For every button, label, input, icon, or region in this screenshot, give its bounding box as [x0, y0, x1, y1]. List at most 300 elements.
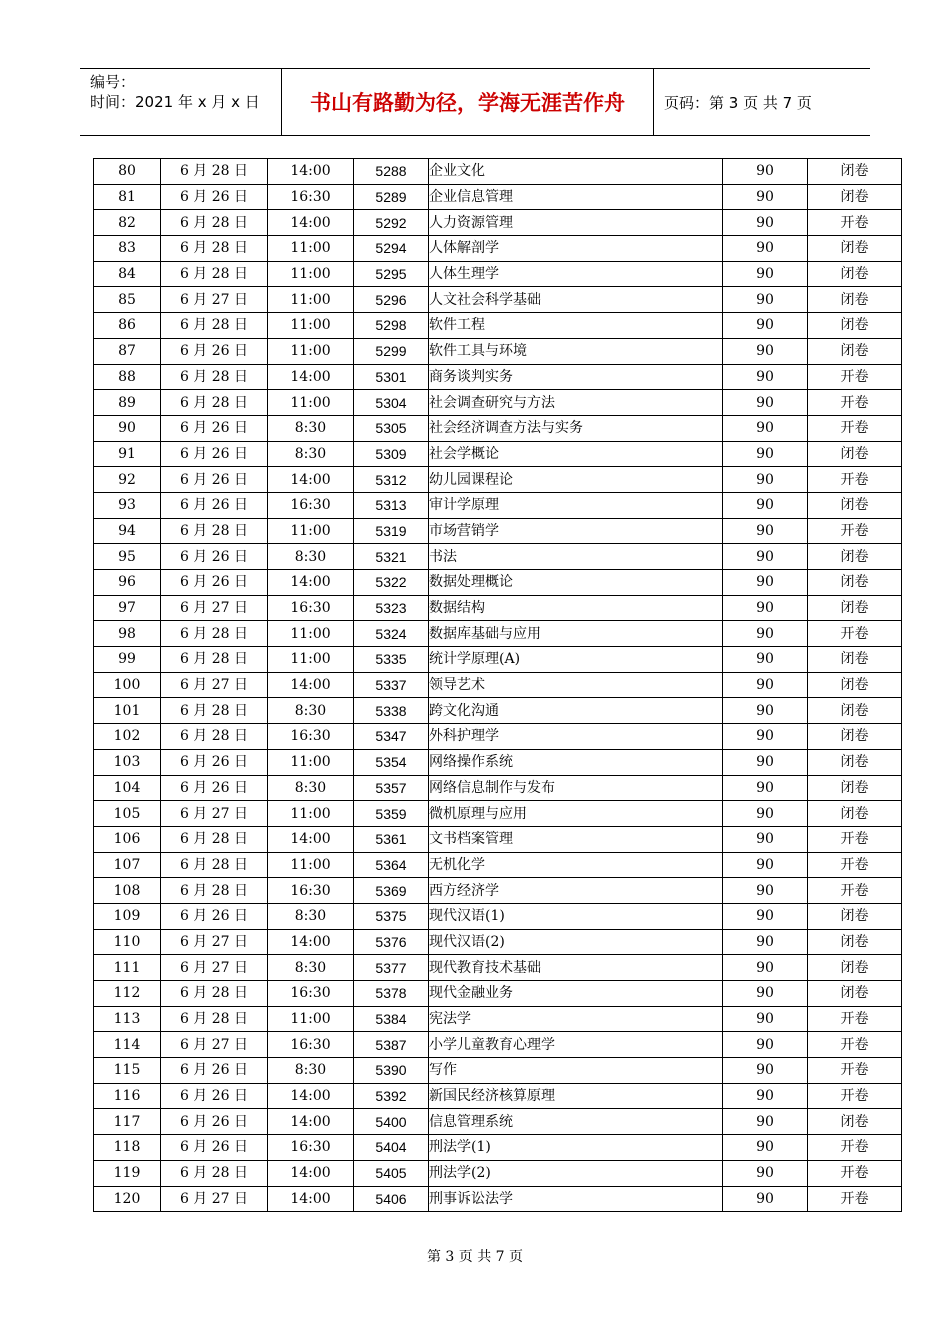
cell-duration: 90: [723, 1160, 808, 1186]
cell-exam-type: 开卷: [808, 621, 902, 647]
cell-duration: 90: [723, 1083, 808, 1109]
cell-exam-type: 开卷: [808, 1160, 902, 1186]
table-row: [94, 878, 902, 904]
cell-time: 14:00: [268, 929, 354, 955]
cell-course-name: 数据库基础与应用: [429, 621, 723, 647]
table-row: [94, 261, 902, 287]
cell-course-name: 统计学原理(A): [429, 647, 723, 673]
cell-exam-type: 闭卷: [808, 749, 902, 775]
table-row: [94, 929, 902, 955]
cell-number: 116: [94, 1083, 161, 1109]
cell-course-code: 5369: [354, 878, 429, 904]
cell-exam-type: 闭卷: [808, 338, 902, 364]
table-row: [94, 338, 902, 364]
cell-number: 90: [94, 415, 161, 441]
cell-duration: 90: [723, 801, 808, 827]
cell-time: 11:00: [268, 313, 354, 339]
cell-number: 112: [94, 981, 161, 1007]
table-row: [94, 1135, 902, 1161]
cell-course-name: 社会学概论: [429, 441, 723, 467]
cell-duration: 90: [723, 698, 808, 724]
cell-course-code: 5406: [354, 1186, 429, 1212]
cell-date: 6 月 28 日: [161, 390, 268, 416]
cell-date: 6 月 26 日: [161, 749, 268, 775]
cell-course-code: 5347: [354, 724, 429, 750]
cell-number: 104: [94, 775, 161, 801]
cell-duration: 90: [723, 826, 808, 852]
cell-number: 118: [94, 1135, 161, 1161]
cell-exam-type: 开卷: [808, 852, 902, 878]
cell-date: 6 月 28 日: [161, 518, 268, 544]
table-row: [94, 647, 902, 673]
table-row: [94, 1006, 902, 1032]
cell-date: 6 月 28 日: [161, 313, 268, 339]
cell-course-name: 西方经济学: [429, 878, 723, 904]
cell-time: 14:00: [268, 467, 354, 493]
table-row: [94, 364, 902, 390]
table-row: [94, 441, 902, 467]
cell-course-name: 外科护理学: [429, 724, 723, 750]
cell-time: 11:00: [268, 801, 354, 827]
cell-duration: 90: [723, 570, 808, 596]
header-motto: 书山有路勤为径，学海无涯苦作舟: [282, 69, 654, 135]
cell-date: 6 月 27 日: [161, 672, 268, 698]
cell-duration: 90: [723, 544, 808, 570]
cell-duration: 90: [723, 467, 808, 493]
table-row: [94, 775, 902, 801]
cell-time: 11:00: [268, 338, 354, 364]
cell-duration: 90: [723, 364, 808, 390]
cell-exam-type: 闭卷: [808, 929, 902, 955]
cell-time: 11:00: [268, 852, 354, 878]
cell-time: 8:30: [268, 544, 354, 570]
cell-duration: 90: [723, 492, 808, 518]
cell-date: 6 月 26 日: [161, 570, 268, 596]
cell-duration: 90: [723, 955, 808, 981]
cell-duration: 90: [723, 878, 808, 904]
cell-date: 6 月 28 日: [161, 1160, 268, 1186]
cell-duration: 90: [723, 441, 808, 467]
cell-course-name: 网络操作系统: [429, 749, 723, 775]
cell-number: 96: [94, 570, 161, 596]
cell-course-name: 网络信息制作与发布: [429, 775, 723, 801]
cell-date: 6 月 27 日: [161, 1032, 268, 1058]
cell-course-name: 软件工具与环境: [429, 338, 723, 364]
cell-course-name: 跨文化沟通: [429, 698, 723, 724]
table-row: [94, 1058, 902, 1084]
table-row: [94, 570, 902, 596]
cell-course-code: 5378: [354, 981, 429, 1007]
page-header: [80, 68, 870, 136]
cell-course-code: 5376: [354, 929, 429, 955]
cell-exam-type: 闭卷: [808, 261, 902, 287]
table-row: [94, 621, 902, 647]
cell-date: 6 月 28 日: [161, 236, 268, 262]
cell-time: 14:00: [268, 1109, 354, 1135]
cell-duration: 90: [723, 981, 808, 1007]
cell-date: 6 月 27 日: [161, 1186, 268, 1212]
cell-course-name: 信息管理系统: [429, 1109, 723, 1135]
cell-number: 84: [94, 261, 161, 287]
cell-time: 14:00: [268, 159, 354, 185]
cell-time: 8:30: [268, 775, 354, 801]
table-row: [94, 672, 902, 698]
table-row: [94, 492, 902, 518]
cell-course-code: 5321: [354, 544, 429, 570]
cell-duration: 90: [723, 621, 808, 647]
cell-number: 107: [94, 852, 161, 878]
cell-course-code: 5301: [354, 364, 429, 390]
cell-duration: 90: [723, 184, 808, 210]
table-row: [94, 415, 902, 441]
cell-number: 91: [94, 441, 161, 467]
cell-date: 6 月 28 日: [161, 1006, 268, 1032]
cell-time: 8:30: [268, 441, 354, 467]
cell-course-name: 幼儿园课程论: [429, 467, 723, 493]
cell-time: 11:00: [268, 647, 354, 673]
cell-exam-type: 闭卷: [808, 287, 902, 313]
cell-duration: 90: [723, 595, 808, 621]
cell-duration: 90: [723, 1032, 808, 1058]
cell-number: 83: [94, 236, 161, 262]
cell-time: 14:00: [268, 1083, 354, 1109]
cell-course-code: 5361: [354, 826, 429, 852]
cell-course-name: 企业信息管理: [429, 184, 723, 210]
cell-course-code: 5357: [354, 775, 429, 801]
cell-duration: 90: [723, 1109, 808, 1135]
cell-exam-type: 闭卷: [808, 775, 902, 801]
cell-course-code: 5322: [354, 570, 429, 596]
cell-number: 97: [94, 595, 161, 621]
cell-duration: 90: [723, 390, 808, 416]
cell-course-code: 5392: [354, 1083, 429, 1109]
cell-course-name: 现代汉语(1): [429, 903, 723, 929]
cell-exam-type: 闭卷: [808, 570, 902, 596]
table-row: [94, 390, 902, 416]
cell-time: 11:00: [268, 390, 354, 416]
cell-duration: 90: [723, 415, 808, 441]
cell-course-name: 市场营销学: [429, 518, 723, 544]
cell-exam-type: 闭卷: [808, 595, 902, 621]
cell-course-code: 5296: [354, 287, 429, 313]
cell-time: 8:30: [268, 903, 354, 929]
cell-course-name: 软件工程: [429, 313, 723, 339]
cell-number: 100: [94, 672, 161, 698]
cell-number: 82: [94, 210, 161, 236]
cell-course-name: 现代金融业务: [429, 981, 723, 1007]
cell-course-name: 宪法学: [429, 1006, 723, 1032]
cell-course-code: 5390: [354, 1058, 429, 1084]
cell-date: 6 月 28 日: [161, 364, 268, 390]
cell-course-code: 5319: [354, 518, 429, 544]
cell-exam-type: 开卷: [808, 210, 902, 236]
cell-exam-type: 闭卷: [808, 1109, 902, 1135]
cell-duration: 90: [723, 518, 808, 544]
cell-course-name: 文书档案管理: [429, 826, 723, 852]
cell-time: 11:00: [268, 1006, 354, 1032]
cell-course-name: 人力资源管理: [429, 210, 723, 236]
table-row: [94, 313, 902, 339]
cell-course-code: 5288: [354, 159, 429, 185]
table-row: [94, 595, 902, 621]
cell-course-name: 领导艺术: [429, 672, 723, 698]
cell-course-code: 5323: [354, 595, 429, 621]
cell-course-code: 5375: [354, 903, 429, 929]
table-body: [94, 159, 902, 1212]
cell-time: 11:00: [268, 518, 354, 544]
cell-course-code: 5295: [354, 261, 429, 287]
cell-exam-type: 闭卷: [808, 647, 902, 673]
cell-exam-type: 开卷: [808, 364, 902, 390]
cell-time: 14:00: [268, 1186, 354, 1212]
cell-course-name: 写作: [429, 1058, 723, 1084]
cell-number: 103: [94, 749, 161, 775]
cell-date: 6 月 28 日: [161, 981, 268, 1007]
table-row: [94, 467, 902, 493]
cell-date: 6 月 28 日: [161, 724, 268, 750]
cell-duration: 90: [723, 929, 808, 955]
cell-number: 119: [94, 1160, 161, 1186]
cell-course-code: 5404: [354, 1135, 429, 1161]
cell-course-code: 5294: [354, 236, 429, 262]
table-row: [94, 852, 902, 878]
cell-time: 14:00: [268, 210, 354, 236]
cell-duration: 90: [723, 159, 808, 185]
cell-course-code: 5289: [354, 184, 429, 210]
cell-number: 88: [94, 364, 161, 390]
cell-number: 89: [94, 390, 161, 416]
cell-number: 94: [94, 518, 161, 544]
cell-course-name: 微机原理与应用: [429, 801, 723, 827]
cell-course-name: 人体生理学: [429, 261, 723, 287]
cell-course-code: 5387: [354, 1032, 429, 1058]
cell-number: 109: [94, 903, 161, 929]
cell-date: 6 月 27 日: [161, 801, 268, 827]
cell-time: 14:00: [268, 826, 354, 852]
cell-duration: 90: [723, 1006, 808, 1032]
cell-date: 6 月 27 日: [161, 955, 268, 981]
table-row: [94, 724, 902, 750]
cell-number: 105: [94, 801, 161, 827]
cell-date: 6 月 26 日: [161, 1109, 268, 1135]
cell-course-name: 现代教育技术基础: [429, 955, 723, 981]
cell-date: 6 月 28 日: [161, 261, 268, 287]
cell-exam-type: 闭卷: [808, 492, 902, 518]
cell-duration: 90: [723, 647, 808, 673]
cell-date: 6 月 27 日: [161, 929, 268, 955]
cell-number: 98: [94, 621, 161, 647]
cell-exam-type: 开卷: [808, 826, 902, 852]
table-row: [94, 1186, 902, 1212]
cell-exam-type: 闭卷: [808, 955, 902, 981]
cell-course-code: 5364: [354, 852, 429, 878]
cell-date: 6 月 26 日: [161, 1135, 268, 1161]
cell-time: 14:00: [268, 364, 354, 390]
cell-number: 101: [94, 698, 161, 724]
cell-number: 115: [94, 1058, 161, 1084]
cell-course-code: 5405: [354, 1160, 429, 1186]
cell-course-code: 5400: [354, 1109, 429, 1135]
table-row: [94, 1109, 902, 1135]
exam-schedule-table: [93, 158, 902, 1212]
header-meta: [80, 69, 282, 135]
cell-duration: 90: [723, 724, 808, 750]
cell-time: 11:00: [268, 261, 354, 287]
cell-course-code: 5305: [354, 415, 429, 441]
cell-duration: 90: [723, 236, 808, 262]
table-row: [94, 826, 902, 852]
cell-time: 14:00: [268, 672, 354, 698]
table-row: [94, 1083, 902, 1109]
cell-number: 113: [94, 1006, 161, 1032]
page-footer: 第 3 页 共 7 页: [426, 1249, 524, 1265]
cell-date: 6 月 26 日: [161, 184, 268, 210]
cell-time: 16:30: [268, 1032, 354, 1058]
cell-time: 16:30: [268, 184, 354, 210]
cell-date: 6 月 28 日: [161, 647, 268, 673]
table-row: [94, 236, 902, 262]
cell-number: 114: [94, 1032, 161, 1058]
cell-date: 6 月 28 日: [161, 159, 268, 185]
cell-number: 117: [94, 1109, 161, 1135]
cell-exam-type: 开卷: [808, 1006, 902, 1032]
table-row: [94, 1160, 902, 1186]
cell-number: 110: [94, 929, 161, 955]
cell-course-name: 刑事诉讼法学: [429, 1186, 723, 1212]
cell-date: 6 月 26 日: [161, 441, 268, 467]
cell-exam-type: 闭卷: [808, 672, 902, 698]
cell-number: 102: [94, 724, 161, 750]
number-label: 编号：: [90, 73, 136, 91]
cell-course-code: 5324: [354, 621, 429, 647]
cell-exam-type: 闭卷: [808, 903, 902, 929]
cell-course-code: 5312: [354, 467, 429, 493]
cell-course-code: 5313: [354, 492, 429, 518]
cell-time: 16:30: [268, 595, 354, 621]
cell-duration: 90: [723, 1186, 808, 1212]
cell-course-code: 5384: [354, 1006, 429, 1032]
cell-exam-type: 开卷: [808, 467, 902, 493]
cell-exam-type: 开卷: [808, 415, 902, 441]
cell-number: 99: [94, 647, 161, 673]
cell-time: 16:30: [268, 981, 354, 1007]
table-row: [94, 749, 902, 775]
table-row: [94, 544, 902, 570]
cell-course-code: 5298: [354, 313, 429, 339]
cell-number: 87: [94, 338, 161, 364]
cell-date: 6 月 26 日: [161, 775, 268, 801]
cell-time: 16:30: [268, 724, 354, 750]
cell-duration: 90: [723, 672, 808, 698]
cell-date: 6 月 26 日: [161, 492, 268, 518]
table-row: [94, 801, 902, 827]
cell-date: 6 月 28 日: [161, 210, 268, 236]
cell-exam-type: 开卷: [808, 1135, 902, 1161]
table-row: [94, 903, 902, 929]
cell-date: 6 月 26 日: [161, 415, 268, 441]
cell-time: 11:00: [268, 621, 354, 647]
cell-duration: 90: [723, 287, 808, 313]
cell-date: 6 月 26 日: [161, 544, 268, 570]
cell-number: 93: [94, 492, 161, 518]
cell-course-name: 商务谈判实务: [429, 364, 723, 390]
cell-date: 6 月 28 日: [161, 878, 268, 904]
table-row: [94, 1032, 902, 1058]
cell-course-name: 书法: [429, 544, 723, 570]
cell-time: 16:30: [268, 878, 354, 904]
cell-exam-type: 闭卷: [808, 724, 902, 750]
table-row: [94, 184, 902, 210]
cell-date: 6 月 27 日: [161, 287, 268, 313]
cell-number: 81: [94, 184, 161, 210]
cell-course-code: 5377: [354, 955, 429, 981]
table-row: [94, 210, 902, 236]
cell-date: 6 月 26 日: [161, 467, 268, 493]
cell-time: 16:30: [268, 1135, 354, 1161]
cell-number: 108: [94, 878, 161, 904]
cell-time: 14:00: [268, 570, 354, 596]
cell-exam-type: 开卷: [808, 1058, 902, 1084]
cell-duration: 90: [723, 852, 808, 878]
cell-number: 80: [94, 159, 161, 185]
cell-course-name: 审计学原理: [429, 492, 723, 518]
cell-course-name: 现代汉语(2): [429, 929, 723, 955]
cell-course-name: 数据结构: [429, 595, 723, 621]
cell-duration: 90: [723, 338, 808, 364]
table-row: [94, 698, 902, 724]
cell-date: 6 月 26 日: [161, 1058, 268, 1084]
header-page-info: 页码：第 3 页 共 7 页: [664, 93, 812, 112]
cell-number: 92: [94, 467, 161, 493]
cell-exam-type: 闭卷: [808, 441, 902, 467]
cell-date: 6 月 27 日: [161, 595, 268, 621]
cell-date: 6 月 28 日: [161, 826, 268, 852]
cell-time: 8:30: [268, 698, 354, 724]
cell-duration: 90: [723, 1058, 808, 1084]
cell-date: 6 月 28 日: [161, 621, 268, 647]
cell-exam-type: 闭卷: [808, 801, 902, 827]
cell-exam-type: 闭卷: [808, 236, 902, 262]
cell-duration: 90: [723, 775, 808, 801]
cell-course-name: 刑法学(2): [429, 1160, 723, 1186]
cell-course-code: 5335: [354, 647, 429, 673]
table-row: [94, 287, 902, 313]
cell-time: 8:30: [268, 1058, 354, 1084]
cell-exam-type: 闭卷: [808, 544, 902, 570]
cell-duration: 90: [723, 210, 808, 236]
table-row: [94, 159, 902, 185]
cell-course-code: 5359: [354, 801, 429, 827]
cell-time: 14:00: [268, 1160, 354, 1186]
cell-number: 85: [94, 287, 161, 313]
cell-course-code: 5304: [354, 390, 429, 416]
cell-course-code: 5309: [354, 441, 429, 467]
table-row: [94, 955, 902, 981]
cell-duration: 90: [723, 261, 808, 287]
cell-course-name: 小学儿童教育心理学: [429, 1032, 723, 1058]
cell-exam-type: 开卷: [808, 878, 902, 904]
cell-number: 106: [94, 826, 161, 852]
cell-course-name: 社会经济调查方法与实务: [429, 415, 723, 441]
cell-course-code: 5299: [354, 338, 429, 364]
cell-course-name: 新国民经济核算原理: [429, 1083, 723, 1109]
cell-course-code: 5337: [354, 672, 429, 698]
cell-exam-type: 闭卷: [808, 184, 902, 210]
cell-time: 11:00: [268, 287, 354, 313]
cell-duration: 90: [723, 903, 808, 929]
cell-time: 11:00: [268, 236, 354, 262]
cell-exam-type: 开卷: [808, 518, 902, 544]
